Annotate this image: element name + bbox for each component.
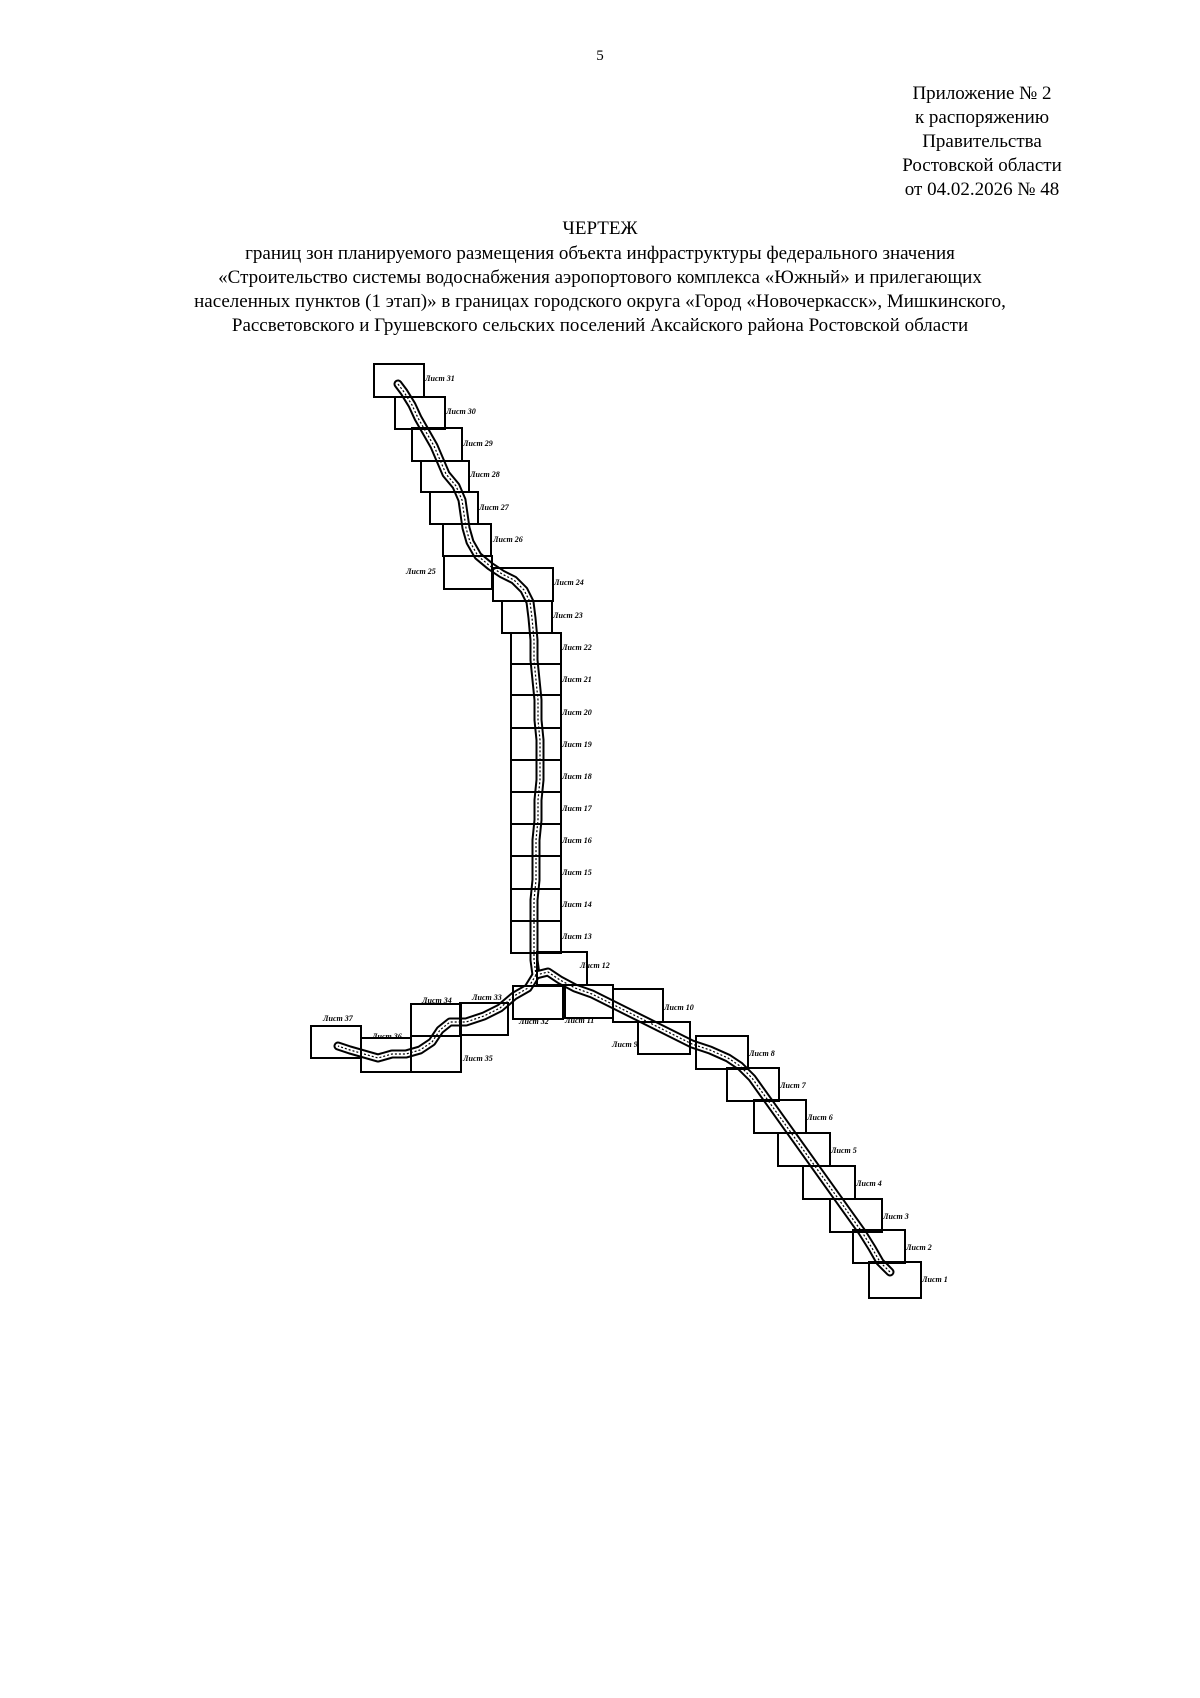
sheet-label: Лист 21: [562, 675, 592, 684]
sheet-label: Лист 5: [831, 1146, 857, 1155]
sheet-26: [443, 524, 523, 556]
sheet-frame: [869, 1262, 921, 1298]
subtitle-line: населенных пунктов (1 этап)» в границах городского округа «Город «Новочеркасск», Мишкинского,: [194, 291, 1006, 312]
sheet-label: Лист 13: [562, 932, 592, 941]
sheet-18: [511, 760, 592, 792]
sheet-label: Лист 19: [562, 740, 592, 749]
sheet-label: Лист 29: [463, 439, 493, 448]
sheet-label: Лист 4: [856, 1179, 882, 1188]
appendix-line: Правительства: [922, 131, 1042, 152]
sheet-label: Лист 33: [472, 993, 502, 1002]
sheet-label: Лист 23: [553, 611, 583, 620]
sheet-label: Лист 35: [463, 1054, 493, 1063]
sheet-label: Лист 10: [664, 1003, 694, 1012]
sheet-label: Лист 22: [562, 643, 592, 652]
route-corridor: [338, 384, 890, 1272]
sheet-35: [411, 1036, 493, 1072]
sheet-label: Лист 17: [562, 804, 592, 813]
appendix-line: Ростовской области: [902, 155, 1062, 176]
subtitle-line: границ зон планируемого размещения объекта инфраструктуры федерального значения: [245, 243, 955, 264]
sheet-label: Лист 7: [780, 1081, 806, 1090]
sheet-label: Лист 6: [807, 1113, 833, 1122]
sheet-label: Лист 2: [906, 1243, 932, 1252]
sheet-label: Лист 11: [565, 1016, 595, 1025]
sheet-21: [511, 664, 592, 695]
sheet-label: Лист 32: [519, 1017, 549, 1026]
sheet-10: [613, 989, 694, 1022]
sheet-20: [511, 695, 592, 728]
appendix-line: Приложение № 2: [912, 83, 1052, 104]
route-branch-3: [338, 975, 536, 1058]
sheet-17: [511, 792, 593, 824]
sheet-label: Лист 34: [422, 996, 452, 1005]
sheet-label: Лист 37: [323, 1014, 353, 1023]
sheet-label: Лист 31: [425, 374, 455, 383]
route-branch-3: [338, 975, 536, 1058]
sheet-frame: [430, 492, 478, 524]
sheet-label: Лист 1: [922, 1275, 948, 1284]
sheet-label: Лист 36: [372, 1032, 402, 1041]
page-number: 5: [596, 48, 604, 64]
sheet-14: [511, 889, 592, 921]
sheet-label: Лист 27: [479, 503, 509, 512]
appendix-line: к распоряжению: [914, 107, 1050, 128]
sheet-22: [511, 633, 592, 664]
sheet-label: Лист 16: [562, 836, 592, 845]
sheet-27: [430, 492, 510, 524]
sheet-label: Лист 30: [446, 407, 476, 416]
sheet-label: Лист 9: [612, 1040, 638, 1049]
sheet-label: Лист 15: [562, 868, 592, 877]
sheet-23: [502, 601, 583, 633]
sheet-label: Лист 26: [493, 535, 523, 544]
sheet-label: Лист 8: [749, 1049, 775, 1058]
sheet-label: Лист 3: [883, 1212, 909, 1221]
sheet-16: [511, 824, 592, 856]
sheet-label: Лист 25: [406, 567, 436, 576]
sheet-13: [511, 921, 592, 953]
sheet-31: [374, 364, 455, 397]
subtitle-line: «Строительство системы водоснабжения аэропортового комплекса «Южный» и прилегающих: [218, 267, 982, 288]
sheet-grid: [311, 364, 948, 1298]
sheet-19: [511, 728, 592, 760]
sheet-label: Лист 12: [580, 961, 610, 970]
sheet-15: [511, 856, 592, 889]
appendix-line: от 04.02.2026 № 48: [904, 179, 1060, 200]
subtitle-line: Рассветовского и Грушевского сельских поселений Аксайского района Ростовской области: [231, 315, 969, 336]
sheet-label: Лист 14: [562, 900, 592, 909]
document-title: ЧЕРТЕЖ: [562, 218, 638, 239]
sheet-label: Лист 28: [470, 470, 500, 479]
sheet-label: Лист 18: [562, 772, 592, 781]
sheet-label: Лист 20: [562, 708, 592, 717]
sheet-label: Лист 24: [554, 578, 584, 587]
route-branch-3: [338, 975, 536, 1058]
